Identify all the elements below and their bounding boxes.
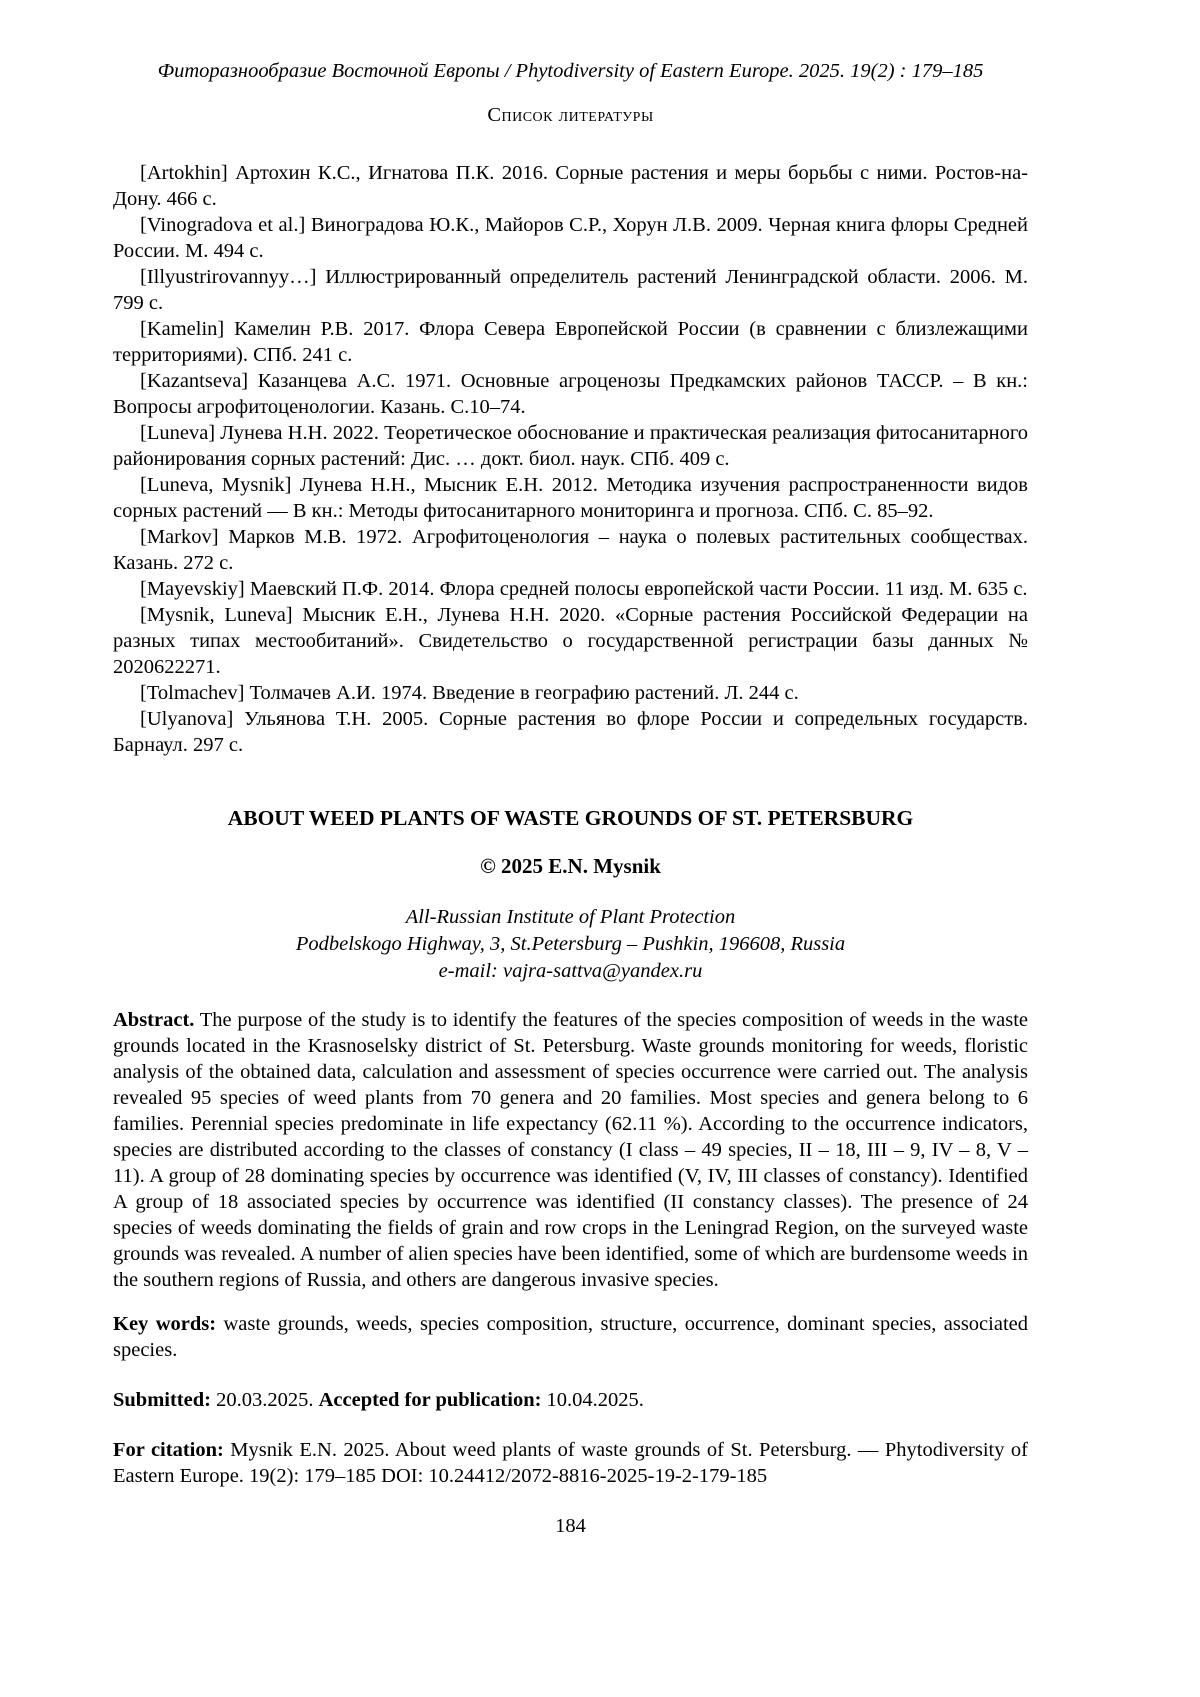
affiliation-address: Podbelskogo Highway, 3, St.Petersburg – Pushkin, 196608, Russia	[295, 933, 846, 955]
reference-item: [Illyustrirovannyy…] Иллюстрированный определитель растений Ленинградской области. 2006. М. 799 с.	[113, 266, 1028, 314]
article-title: ABOUT WEED PLANTS OF WASTE GROUNDS OF ST. PETERSBURG	[227, 806, 914, 830]
citation-text: Mysnik E.N. 2025. About weed plants of waste grounds of St. Petersburg. — Phytodiversity of Eastern Europe. 19(2): 179–185 DOI: 10.24412/2072-8816-2025-19-2-179-185	[113, 1439, 1029, 1487]
submitted-date: 20.03.2025.	[210, 1389, 319, 1411]
keywords-text: waste grounds, weeds, species composition, structure, occurrence, dominant species, associated species.	[113, 1313, 1028, 1361]
keywords-paragraph	[113, 1311, 1028, 1363]
reference-item: [Ulyanova] Ульянова Т.Н. 2005. Сорные растения во флоре России и сопредельных государств. Барнаул. 297 с.	[113, 708, 1028, 756]
citation-label: For citation:	[113, 1439, 224, 1461]
reference-item: [Tolmachev] Толмачев А.И. 1974. Введение в географию растений. Л. 244 с.	[140, 682, 799, 704]
abstract-label: Abstract.	[113, 1009, 195, 1031]
references-heading: Список литературы	[487, 104, 654, 126]
reference-item: [Kazantseva] Казанцева А.С. 1971. Основные агроценозы Предкамских районов ТАССР. – В кн.: Вопросы агрофитоценологии. Казань. С.10–74.	[113, 370, 1028, 418]
reference-item: [Luneva, Mysnik] Лунева Н.Н., Мысник Е.Н. 2012. Методика изучения распространенности видов сорных растений — В кн.: Методы фитосанитарного мониторинга и прогноза. СПб. С. 85–92.	[113, 474, 1028, 522]
abstract-text: The purpose of the study is to identify the features of the species composition of weeds in the waste grounds located in the Krasnoselsky district of St. Petersburg. Waste grounds monitoring for weeds, floristic analysis of the obtained data, calculation and assessment of species occurrence were carried out. The analysis revealed 95 species of weed plants from 70 genera and 20 families. Most species and genera belong to 6 families. Perennial species predominate in life expectancy (62.11 %). According to the occurrence indicators, species are distributed according to the classes of constancy (I class – 49 species, II – 18, III – 9, IV – 8, V – 11). A group of 28 dominating species by occurrence was identified (V, IV, III classes of constancy). Identified A group of 18 associated species by occurrence was identified (II constancy classes). The presence of 24 species of weeds dominating the fields of grain and row crops in the Leningrad Region, on the surveyed waste grounds was revealed. A number of alien species have been identified, some of which are burdensome weeds in the southern regions of Russia, and others are dangerous invasive species.	[113, 1009, 1028, 1291]
references-list	[113, 160, 1028, 758]
copyright-line: © 2025 E.N. Mysnik	[480, 854, 661, 878]
journal-header: Фиторазнообразие Восточной Европы / Phytodiversity of Eastern Europe. 2025. 19(2) : 179–185	[157, 60, 984, 82]
keywords-label: Key words:	[113, 1313, 217, 1335]
reference-item: [Vinogradova et al.] Виноградова Ю.К., Майоров С.Р., Хорун Л.В. 2009. Черная книга флоры Средней России. М. 494 с.	[113, 214, 1028, 262]
accepted-label: Accepted for publication:	[318, 1389, 542, 1411]
page-number: 184	[555, 1515, 586, 1537]
affiliation: All-Russian Institute of Plant Protection	[405, 906, 736, 928]
reference-item: [Mysnik, Luneva] Мысник Е.Н., Лунева Н.Н. 2020. «Сорные растения Российской Федерации на разных типах местообитаний». Свидетельство о государственной регистрации базы данных № 2020622271.	[113, 604, 1028, 678]
abstract-paragraph	[113, 1007, 1028, 1293]
affiliation-email: e-mail: vajra-sattva@yandex.ru	[438, 960, 703, 982]
reference-item: [Kamelin] Камелин Р.В. 2017. Флора Севера Европейской России (в сравнении с близлежащими территориями). СПб. 241 с.	[113, 318, 1028, 366]
submission-info	[113, 1387, 1028, 1413]
reference-item: [Luneva] Лунева Н.Н. 2022. Теоретическое обоснование и практическая реализация фитосанитарного районирования сорных растений: Дис. … докт. биол. наук. СПб. 409 с.	[113, 422, 1028, 470]
reference-item: [Artokhin] Артохин К.С., Игнатова П.К. 2016. Сорные растения и меры борьбы с ними. Ростов-на-Дону. 466 с.	[113, 162, 1028, 210]
reference-item: [Markov] Марков М.В. 1972. Агрофитоценология – наука о полевых растительных сообществах. Казань. 272 с.	[113, 526, 1028, 574]
accepted-date: 10.04.2025.	[541, 1389, 644, 1411]
citation-paragraph	[113, 1437, 1028, 1489]
submitted-label: Submitted:	[113, 1389, 211, 1411]
affiliation-block	[113, 904, 1028, 985]
reference-item: [Mayevskiy] Маевский П.Ф. 2014. Флора средней полосы европейской части России. 11 изд. М. 635 с.	[140, 578, 1028, 600]
